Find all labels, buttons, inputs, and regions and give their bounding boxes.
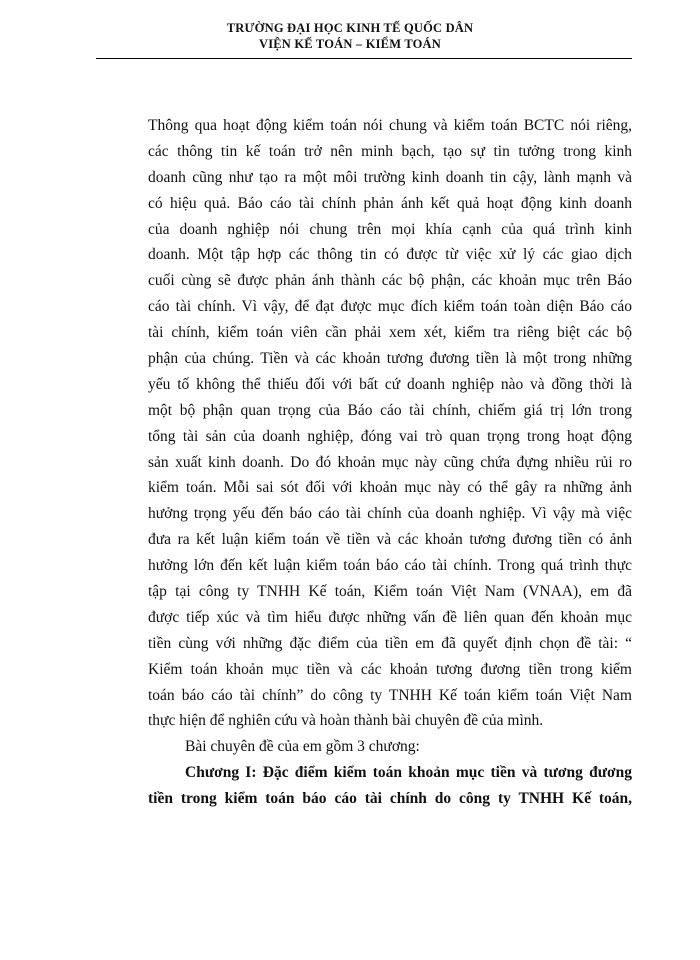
paragraph-line: doanh. Một tập hợp các thông tin có được từ việc xử lý các giao dịch [148, 246, 632, 264]
paragraph-line: của doanh nghiệp nói chung trên mọi khía cạnh của quá trình kinh [148, 220, 632, 238]
paragraph-line: cáo tài chính. Vì vậy, để đạt được mục đích kiểm toán toàn diện Báo cáo [148, 298, 632, 316]
paragraph-line: toán báo cáo tài chính” do công ty TNHH Kế toán kiểm toán Việt Nam [148, 686, 632, 704]
paragraph-line: Thông qua hoạt động kiểm toán nói chung và kiểm toán BCTC nói riêng, [148, 117, 632, 134]
chapter-1-line: Chương I: Đặc điểm kiểm toán khoản mục tiền và tương đương [185, 764, 632, 782]
paragraph-line: kiểm toán. Mỗi sai sót đối với khoản mục này có thể gây ra những ảnh [148, 479, 632, 497]
paragraph-line: tiền cùng với những đặc điểm của tiền em đã quyết định chọn đề tài: “ [148, 634, 632, 652]
paragraph-line: sản xuất kinh doanh. Do đó khoản mục này cũng chứa đựng nhiều rủi ro [148, 453, 632, 471]
chapter-1-heading [148, 760, 632, 812]
paragraph-line: tài chính, kiểm toán viên cần phải xem xét, kiểm tra riêng biệt các bộ [148, 324, 632, 342]
paragraph-line: đưa ra kết luận kiểm toán về tiền và các khoản tương đương tiền có ảnh [148, 531, 632, 549]
paragraph-line: yếu tố không thể thiếu đối với bất cứ doanh nghiệp nào và đồng thời là [148, 375, 632, 393]
paragraph-line: có hiệu quả. Báo cáo tài chính phản ánh kết quả hoạt động kinh doanh [148, 194, 632, 212]
paragraph-line: cuối cùng sẽ được phản ánh thành các bộ phận, các khoản mục trên Báo [148, 272, 632, 290]
paragraph-line: tập tại công ty TNHH Kế toán, Kiểm toán Việt Nam (VNAA), em đã [148, 583, 632, 601]
page-header [0, 20, 700, 52]
institute-name: VIỆN KẾ TOÁN – KIỂM TOÁN [258, 37, 442, 51]
paragraph-line: doanh cũng như tạo ra một môi trường kinh doanh tin cậy, lành mạnh và [148, 168, 632, 186]
paragraph-line: hưởng trọng yếu đến báo cáo tài chính của doanh nghiệp. Vì vậy mà việc [148, 505, 632, 523]
paragraph-line: hưởng lớn đến kết luận kiểm toán báo cáo tài chính. Trong quá trình thực [148, 557, 632, 575]
paragraph-line: tổng tài sản của doanh nghiệp, đóng vai trò quan trọng trong hoạt động [148, 427, 632, 445]
paragraph-line: Kiểm toán khoản mục tiền và các khoản tương đương tiền trong kiểm [148, 660, 632, 678]
paragraph-line: các thông tin kế toán trở nên minh bạch, tạo sự tin tưởng trong kinh [148, 142, 632, 160]
paragraph-line: một bộ phận quan trọng của Báo cáo tài chính, chiếm giá trị lớn trong [148, 401, 632, 419]
chapter-1-line: tiền trong kiểm toán báo cáo tài chính do công ty TNHH Kế toán, [148, 790, 632, 808]
paragraph-line: được tiếp xúc và tìm hiểu được những vấn đề liên quan đến khoản mục [148, 608, 632, 626]
paragraph-line: thực hiện để nghiên cứu và hoàn thành bài chuyên đề của mình. [148, 712, 544, 730]
university-name: TRƯỜNG ĐẠI HỌC KINH TẾ QUỐC DÂN [226, 21, 474, 35]
chapters-intro: Bài chuyên đề của em gồm 3 chương: [185, 738, 420, 756]
main-paragraph [148, 113, 632, 734]
paragraph-line: phận của chúng. Tiền và các khoản tương đương tiền là một trong những [148, 350, 632, 368]
document-body [148, 113, 632, 812]
header-divider [96, 58, 632, 59]
